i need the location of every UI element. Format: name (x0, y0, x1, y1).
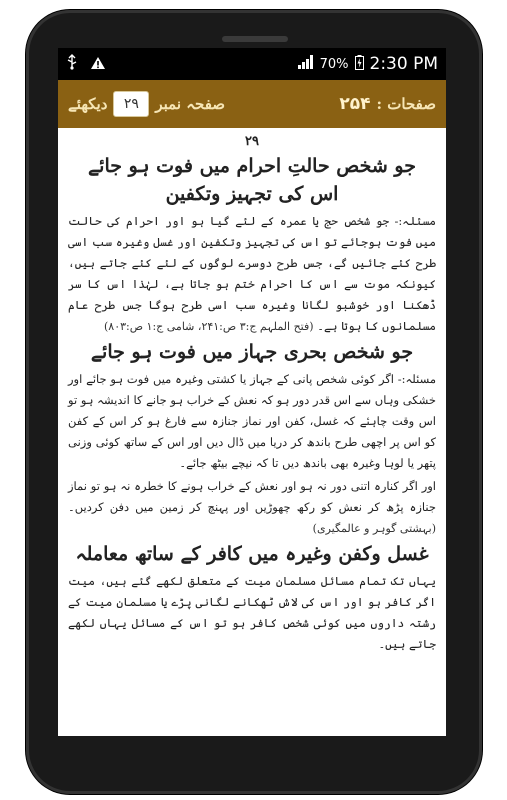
page-number-input[interactable]: ۲۹ (113, 91, 149, 117)
battery-charging-icon (355, 55, 364, 74)
app-toolbar (58, 80, 446, 128)
view-page-button[interactable]: دیکھئے (68, 95, 108, 113)
page-navigator (68, 91, 225, 117)
battery-percent: 70% (319, 56, 349, 72)
reader-content (58, 128, 446, 655)
clock: 2:30 PM (369, 54, 438, 74)
usb-icon (66, 54, 78, 74)
paragraph-ihram: مسئلہ:- جو شخص حج یا عمرہ کے لئے گیا ہو اور احرام کی حالت میں فوت ہوجائے تو اس کی تجہیز وتکفین اور غسل وغیرہ سب اسی طرح کئے جائیں گے، جس طرح دوسرے لوگوں کے لئے کئے جاتے ہیں، کیونکہ موت سے اس کا احرام ختم ہو جاتا ہے، لہٰذا اس کا سر ڈھکنا اور خوشبو لگانا وغیرہ سب اسی طرح ہوگا جس طرح عام مسلمانوں کا ہوتا ہے۔ (فتح الملہم ج:۳ ص:۲۴۱، شامی ج:۱ ص:۸۰۳) (68, 214, 436, 333)
paragraph-shore: اور اگر کنارہ اتنی دور نہ ہو اور نعش کے خراب ہونے کا خطرہ نہ ہو تو نماز جنازہ پڑھ کر نعش کو رکھ چھوڑیں اور پہنچ کر زمین میں دفن کردیں۔ (بہشتی گوہر و عالمگیری) (68, 479, 436, 535)
status-bar (58, 48, 446, 80)
reference-ihram: (فتح الملہم ج:۳ ص:۲۴۱، شامی ج:۱ ص:۸۰۳) (103, 320, 314, 333)
reference-shore: (بہشتی گوہر و عالمگیری) (312, 522, 436, 535)
page-number: ۲۹ (245, 134, 259, 149)
pages-value: ۲۵۴ (339, 94, 371, 114)
page-number-label: صفحہ نمبر (155, 95, 226, 113)
warning-icon (90, 55, 106, 74)
heading-ihram: جو شخص حالتِ احرام میں فوت ہو جائے (88, 155, 416, 177)
phone-speaker (222, 36, 288, 42)
paragraph-kafir: یہاں تک تمام مسائل مسلمان میت کے متعلق لکھے گئے ہیں، میت اگر کافر ہو اور اس کی لاش ٹھکانے لگانی پڑے یا مسلمان میت کے رشتہ داروں میں کوئی شخص کافر ہو تو اس کے مسائل یہاں لکھے جاتے ہیں۔ (68, 574, 436, 651)
pages-label: صفحات : (376, 95, 436, 113)
app-screen (58, 48, 446, 736)
heading-tajheez: اس کی تجہیز وتکفین (165, 183, 339, 205)
paragraph-ship: مسئلہ:- اگر کوئی شخص پانی کے جہاز یا کشتی وغیرہ میں فوت ہو جائے اور خشکی وہاں سے اس قدر دور ہو کہ نعش کے خراب ہو جانے کا اندیشہ ہو تو اس وقت چاہئے کہ غسل، کفن اور نماز جنازہ سے فارغ ہو کر اس کے کفن کو اس پر اچھی طرح باندھ کر دریا میں ڈال دیں اور اس کے ساتھ کوئی وزنی پتھر یا لوہا وغیرہ بھی باندھ دیں تا کہ نیچے بیٹھ جائے۔ (68, 372, 436, 470)
signal-icon (298, 55, 314, 73)
heading-kafir: غسل وکفن وغیرہ میں کافر کے ساتھ معاملہ (75, 543, 429, 565)
heading-ship: جو شخص بحری جہاز میں فوت ہو جائے (90, 341, 414, 363)
total-pages (339, 94, 436, 114)
